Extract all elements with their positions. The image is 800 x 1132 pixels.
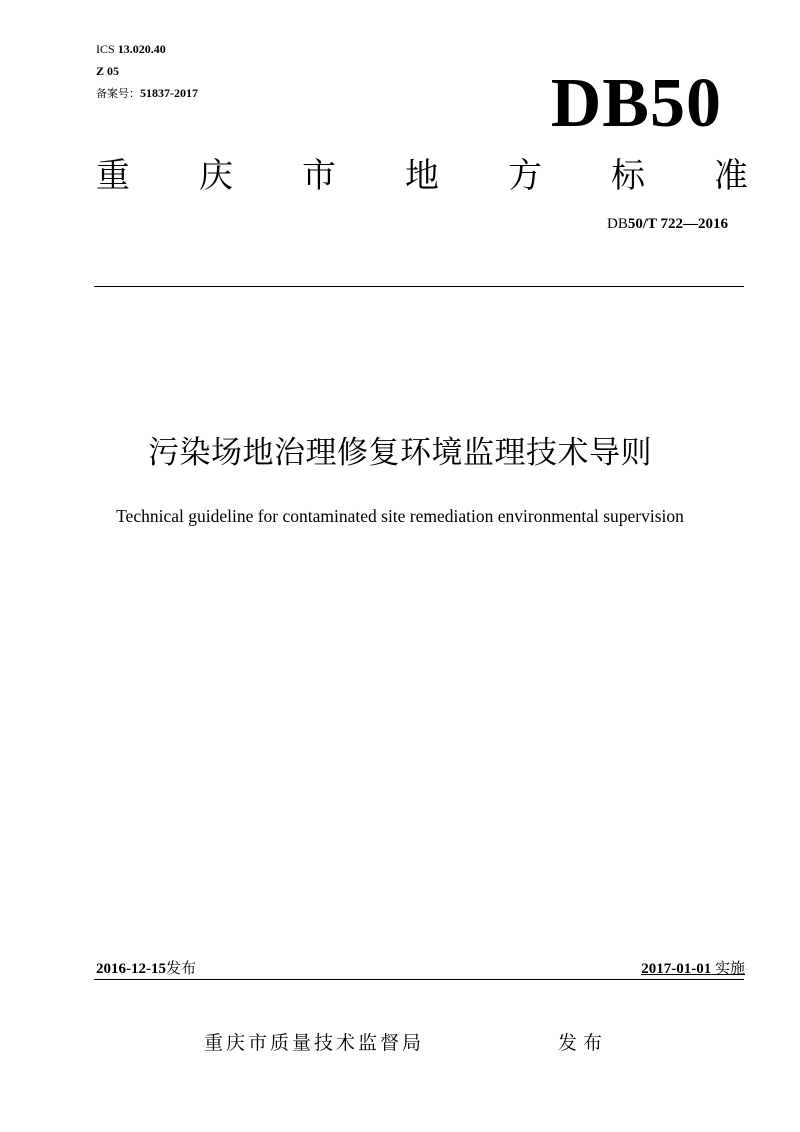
publish-label: 发布 [166,959,197,977]
standard-type-char: 方 [508,156,542,196]
standard-number-value: 50/T 722—2016 [627,216,728,232]
publish-date-line [96,957,196,980]
standard-type [96,154,748,198]
issuer: 重庆市质量技术监督局 [204,1032,425,1054]
issue-word: 发布 [558,1032,609,1054]
class-code-line [96,64,119,78]
ics-line [96,42,166,56]
record-label: 备案号： [96,87,140,100]
header-divider [94,286,744,287]
ics-label: ICS [96,42,115,56]
standard-type-char: 市 [302,156,336,196]
implement-label: 实施 [714,959,745,977]
ics-value: 13.020.40 [117,42,166,56]
date-divider [94,979,744,980]
implement-date: 2017-01-01 [641,961,712,977]
standard-type-char: 准 [714,156,748,196]
standard-type-char: 标 [611,156,645,196]
record-value: 51837-2017 [140,86,198,100]
standard-type-char: 地 [405,156,439,196]
implement-date-line [641,957,745,980]
db-code: DB50 [550,65,722,142]
record-line [96,86,198,101]
standard-type-char: 庆 [199,156,233,196]
standard-number [607,216,728,233]
standard-type-char: 重 [96,156,130,196]
document-title-en: Technical guideline for contaminated site remediation environmental supervision [116,506,684,526]
standard-number-prefix: DB [607,216,628,232]
document-title-cn: 污染场地治理修复环境监理技术导则 [148,435,652,471]
class-code: Z 05 [96,64,120,78]
publish-date: 2016-12-15 [96,961,166,977]
